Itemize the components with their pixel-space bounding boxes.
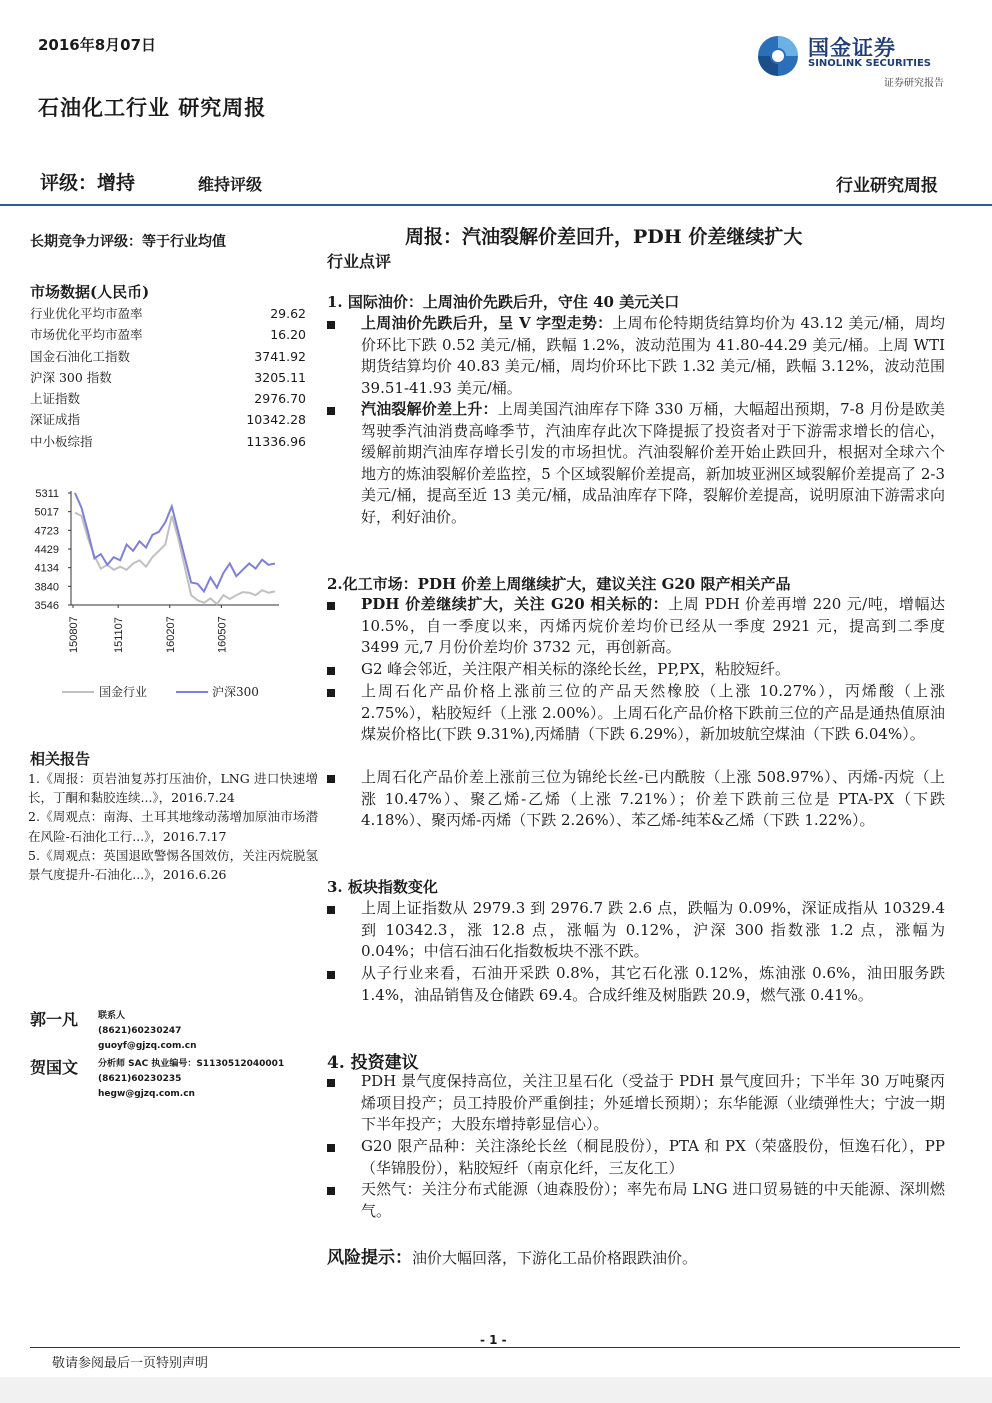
industry-title: 石油化工行业 研究周报 (38, 95, 267, 120)
related-report-item[interactable]: 1.《周报：页岩油复苏打压油价，LNG 进口快速增长，丁酮和黏胶连续...》，2016.7.24 (28, 771, 318, 806)
x-tick-label: 151107 (113, 617, 126, 653)
section-2-title: 2.化工市场：PDH 价差上周继续扩大，建议关注 G20 限产相关产品 (327, 575, 791, 593)
market-row: 国金石油化工指数 3741.92 (30, 348, 306, 364)
bullet-item: 上周石化产品价格上涨前三位的产品天然橡胶（上涨 10.27%），丙烯酸（上涨 2.75%），粘胶短纤（上涨 2.00%）。上周石化产品价格下跌前三位的产品是通热值原油煤炭价格比(下跌 9.31%),丙烯腈（下跌 6.29%），新加坡航空煤油（下跌 6.04%）。 (327, 681, 945, 746)
market-data-table (30, 303, 306, 452)
hs300-series-line (75, 493, 275, 591)
market-row: 行业优化平均市盈率 29.62 (30, 306, 306, 321)
report-type: 行业研究周报 (836, 176, 938, 196)
market-row: 上证指数 2976.70 (30, 391, 306, 407)
header-divider (0, 204, 992, 206)
footer-bar (0, 1377, 992, 1403)
bullet-square-icon (327, 971, 335, 979)
section-header: 行业点评 (327, 252, 392, 271)
bullet-item: PDH 景气度保持高位，关注卫星石化（受益于 PDH 景气度回升；下半年 30 万吨聚丙烯项目投产；员工持股价严重倒挂；外延增长预期）；东华能源（业绩弹性大；宁波一期下半年投产；大股东增持彰显信心）。 (327, 1071, 945, 1136)
related-report-item[interactable]: 2.《周观点：南海、土耳其地缘动荡增加原油市场潜在风险-石油化工行...》，2016.7.17 (28, 809, 318, 844)
analyst-contact: 分析师 SAC 执业编号：S1130512040001 (8621)60230235 hegw@gjzq.com.cn (98, 1057, 284, 1102)
section-1-title: 1. 国际油价：上周油价先跌后升，守住 40 美元关口 (327, 293, 680, 311)
section-4-title: 4. 投资建议 (327, 1053, 419, 1073)
rating-maintain: 维持评级 (198, 175, 263, 194)
sinolink-logo (756, 30, 946, 90)
y-tick-label: 5311 (35, 488, 59, 500)
risk-warning (327, 1243, 697, 1268)
risk-text: 油价大幅回落，下游化工品价格跟跌油价。 (412, 1249, 698, 1267)
y-tick-label: 3840 (34, 581, 59, 594)
bullet-square-icon (327, 407, 335, 415)
bullet-item: 汽油裂解价差上升：上周美国汽油库存下降 330 万桶，大幅超出预期，7-8 月份是欧美驾驶季汽油消费高峰季节，汽油库存此次下降提振了投资者对于下游需求增长的信心，缓解前期汽油库存增长引发的市场担忧。汽油裂解价差开始止跌回升，根据对全球六个地方的炼油裂解价差监控，5 个区域裂解价差提高，新加坡亚洲区域裂解价差提高了 2-3 美元/桶，提高至近 13 美元/桶，成品油库存下降，裂解价差提高，说明原油下游需求向好，利好油价。 (327, 399, 945, 529)
y-tick-label: 4429 (34, 544, 59, 556)
legend-industry-label: 国金行业 (99, 685, 148, 699)
bullet-item: 上周石化产品价差上涨前三位为锦纶长丝-已内酰胺（上涨 508.97%）、丙烯-丙烷（上涨 10.47%）、聚乙烯-乙烯（上涨 7.21%）；价差下跌前三位是 PTA-PX（下跌 4.18%）、聚丙烯-丙烯（下跌 2.26%）、苯乙烯-纯苯&乙烯（下跌 1.22%）。 (327, 767, 945, 832)
report-headline: 周报：汽油裂解价差回升，PDH 价差继续扩大 (405, 226, 803, 248)
logo-subtitle: 证券研究报告 (884, 78, 944, 89)
market-row: 沪深 300 指数 3205.11 (30, 369, 306, 385)
market-row: 深证成指 10342.28 (30, 412, 306, 428)
market-row: 中小板综指 11336.96 (30, 433, 306, 449)
industry-series-line (75, 513, 275, 604)
market-data-title: 市场数据(人民币) (30, 283, 150, 301)
analyst-name: 郭一凡 (30, 1010, 79, 1029)
bullet-square-icon (327, 1187, 335, 1195)
bullet-square-icon (327, 1079, 335, 1087)
rating-label: 评级：增持 (40, 172, 136, 194)
y-tick-label: 4723 (34, 525, 59, 538)
related-reports-title: 相关报告 (30, 750, 91, 768)
bullet-square-icon (327, 321, 335, 329)
y-tick-label: 4134 (34, 562, 59, 575)
bullet-square-icon (327, 775, 335, 783)
bullet-square-icon (327, 689, 335, 697)
logo-chinese-name: 国金证券 (808, 36, 896, 60)
section-3-title: 3. 板块指数变化 (327, 878, 438, 896)
bullet-square-icon (327, 906, 335, 914)
risk-label: 风险提示： (327, 1248, 412, 1268)
analyst-contact: 联系人 (8621)60230247 guoyf@gjzq.com.cn (98, 1009, 197, 1054)
x-tick-label: 160507 (216, 616, 229, 653)
analyst-email[interactable]: guoyf@gjzq.com.cn (98, 1041, 197, 1051)
market-row: 市场优化平均市盈率 16.20 (30, 327, 306, 343)
bullet-item: G2 峰会邻近，关注限产相关标的涤纶长丝，PP,PX，粘胶短纤。 (327, 659, 945, 681)
bullet-item: 上周油价先跌后升，呈 V 字型走势：上周布伦特期货结算均价为 43.12 美元/桶，周均价环比下跌 0.52 美元/桶，跌幅 1.2%，波动范围为 41.80-44.29 美元/桶。上周 WTI 期货结算均价 40.83 美元/桶，周均价环比下跌 1.32 美元/桶，跌幅 3.12%，波动范围 39.51-41.93 美元/桶。 (327, 313, 945, 399)
long-term-rating: 长期竞争力评级：等于行业均值 (30, 234, 226, 250)
index-comparison-chart (24, 480, 284, 710)
bullet-square-icon (327, 667, 335, 675)
legend-hs300-label: 沪深300 (212, 685, 259, 699)
analyst-email[interactable]: hegw@gjzq.com.cn (98, 1089, 195, 1099)
related-reports-list (28, 769, 318, 884)
y-tick-label: 3546 (34, 600, 59, 612)
bullet-square-icon (327, 1144, 335, 1152)
bullet-item: G20 限产品种：关注涤纶长丝（桐昆股份），PTA 和 PX（荣盛股份，恒逸石化），PP（华锦股份），粘胶短纤（南京化纤，三友化工） (327, 1136, 945, 1179)
y-tick-label: 5017 (34, 506, 59, 519)
bullet-item: 天然气：关注分布式能源（迪森股份）；率先布局 LNG 进口贸易链的中天能源、深圳燃气。 (327, 1179, 945, 1222)
bullet-square-icon (327, 602, 335, 610)
x-tick-label: 150807 (68, 616, 80, 653)
bullet-item: 从子行业来看，石油开采跌 0.8%，其它石化涨 0.12%，炼油涨 0.6%，油田服务跌 1.4%，油品销售及仓储跌 69.4。合成纤维及树脂跌 20.9，燃气涨 0.41%。 (327, 963, 945, 1006)
logo-emblem-icon (756, 32, 804, 80)
related-report-item[interactable]: 5.《周观点：英国退欧警惕各国效仿，关注丙烷脱氢景气度提升-石油化...》，2016.6.26 (28, 847, 318, 883)
footer-divider (30, 1347, 960, 1348)
bullet-item: PDH 价差继续扩大，关注 G20 相关标的：上周 PDH 价差再增 220 元/吨，增幅达 10.5%，自一季度以来，丙烯丙烷价差均价已经从一季度 2921 元，提高到二季度 3499 元,7 月份价差均价 3732 元，再创新高。 (327, 594, 945, 659)
logo-english-name: SINOLINK SECURITIES (808, 58, 931, 69)
x-tick-label: 160207 (164, 616, 177, 653)
analyst-name: 贺国文 (30, 1058, 79, 1077)
disclaimer-note: 敬请参阅最后一页特别声明 (52, 1356, 209, 1371)
report-date: 2016年8月07日 (38, 36, 157, 54)
bullet-item: 上周上证指数从 2979.3 到 2976.7 跌 2.6 点，跌幅为 0.09%，深证成指从 10329.4 到 10342.3，涨 12.8 点，涨幅为 0.12%，沪深 300 指数涨 1.2 点，涨幅为 0.04%；中信石油石化指数板块不涨不跌。 (327, 898, 945, 963)
page-number: - 1 - (480, 1333, 507, 1347)
